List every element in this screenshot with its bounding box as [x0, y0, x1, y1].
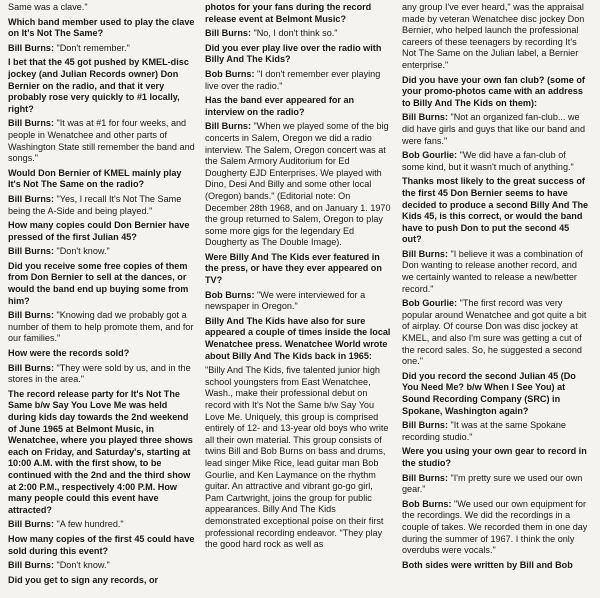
- speaker-name: Bill Burns:: [402, 420, 448, 431]
- interview-answer: [8, 43, 195, 55]
- speaker-name: Bill Burns:: [402, 472, 448, 483]
- answer-text: "Knowing dad we probably got a number of them to help promote them, and for our families.": [8, 310, 194, 344]
- interview-answer: [402, 150, 589, 173]
- interview-answer: [205, 365, 392, 551]
- speaker-name: Bob Gourlie:: [402, 298, 458, 309]
- answer-text: "We did have a fan-club of some kind, but it wasn't much of anything.": [402, 150, 574, 172]
- interview-answer: [8, 194, 195, 217]
- speaker-name: Bill Burns:: [8, 310, 54, 321]
- answer-text: "Don't know.": [56, 246, 110, 257]
- answer-text: "We used our own equipment for the recordings. We did the recordings in a couple of takes. We recorded them in one day during the summer of 1967. I think the only overdubs were vocals.": [402, 498, 588, 556]
- interview-answer: [402, 112, 589, 147]
- answer-text: "When we played some of the big concerts in Salem, Oregon we did a radio interview. The Salem, Oregon concert was at the Salem Armory Auditorium for Ed Dougherty EJD Enterprises. We played with Dino, Desi And Billy and some other local (Oregon) bands." (Editorial note: On December 28th 1968, and on January 1. 1970 the group returned to Salem, Oregon to play some more gigs for the legendary Ed Dougherty as The Double Image).: [205, 121, 391, 248]
- interview-question: Did you receive some free copies of them from Don Bernier to sell at the dances, or would the band end up buying some from him?: [8, 260, 189, 306]
- interview-answer: [402, 2, 589, 72]
- speaker-name: Bill Burns:: [402, 112, 448, 123]
- answer-text: any group I've ever heard," was the appraisal made by veteran Wenatchee disc jockey Don Bernier, who helped launch the professional careers of these teenagers by recording It's Not The Same on the Julian label, a Bernier enterprise.": [402, 2, 585, 70]
- speaker-name: Bob Burns:: [205, 289, 255, 300]
- speaker-name: Bill Burns:: [8, 193, 54, 204]
- answer-text: "The first record was very popular around Wenatchee and got quite a bit of airplay. Of course Don was disc jockey at KMEL, and also I'm sure was getting a cut of the record sales. So, he suggested a second one.": [402, 298, 587, 367]
- interview-question: Did you record the second Julian 45 (Do You Need Me? b/w When I See You) at Sound Recording Company (SRC) in Spokane, Washington again?: [402, 370, 576, 416]
- text-column-2: [205, 2, 392, 598]
- interview-question: Both sides were written by Bill and Bob: [402, 559, 573, 570]
- answer-text: "We were interviewed for a newspaper in Oregon.": [205, 289, 366, 312]
- answer-text: "Yes, I recall It's Not The Same being the A-Side and being played.": [8, 193, 182, 216]
- answer-text: "It was at #1 for four weeks, and people in Wenatchee and other parts of Washington State still remember the band and songs.": [8, 118, 195, 164]
- interview-answer: [402, 298, 589, 368]
- speaker-name: Bill Burns:: [8, 560, 54, 571]
- speaker-name: Bill Burns:: [402, 248, 448, 259]
- answer-text: "No, I don't think so.": [253, 28, 338, 39]
- answer-text: "It was at the same Spokane recording studio.": [402, 420, 566, 442]
- speaker-name: Bill Burns:: [8, 118, 54, 129]
- interview-answer: [402, 499, 589, 557]
- interview-question: Did you ever play live over the radio with Billy And The Kids?: [205, 42, 382, 65]
- answer-text: "I'm pretty sure we used our own gear.": [402, 472, 583, 495]
- answer-text: "A few hundred.": [56, 519, 124, 530]
- interview-answer: [205, 290, 392, 313]
- speaker-name: Bill Burns:: [8, 246, 54, 257]
- speaker-name: Bill Burns:: [205, 28, 251, 39]
- text-column-3: [402, 2, 589, 598]
- interview-question: Were Billy And The Kids ever featured in the press, or have they ever appeared on TV?: [205, 251, 382, 286]
- interview-answer: [8, 118, 195, 164]
- interview-answer: [8, 310, 195, 345]
- interview-answer: [205, 121, 392, 249]
- speaker-name: Bill Burns:: [205, 121, 251, 132]
- interview-answer: [8, 246, 195, 258]
- interview-answer: [402, 473, 589, 496]
- interview-question: Did you get to sign any records, or: [8, 574, 159, 585]
- interview-question: The record release party for It's Not The Same b/w Say You Love Me was held during kids day towards the 2nd weekend of June 1965 at Belmont Music, in Wenatchee, where you played three shows each on Friday, and Saturday's, starting at 10:00 A.M. with the first show, to be continued with the 2nd and the third show at 2:00 P.M., respectively 4:00 P.M. How many people could this event have attracted?: [8, 388, 193, 515]
- answer-text: "I don't remember ever playing live over the radio.": [205, 68, 381, 91]
- interview-answer: [402, 249, 589, 295]
- answer-text: "Don't remember.": [56, 42, 130, 53]
- interview-question: Were you using your own gear to record in the studio?: [402, 446, 587, 468]
- interview-question: Has the band ever appeared for an interview on the radio?: [205, 95, 355, 117]
- interview-answer: [8, 363, 195, 386]
- interview-question: I bet that the 45 got pushed by KMEL-disc jockey (and Julian Records owner) Don Bernier on the radio, and that it very probably rose very quickly to #1 locally, right?: [8, 57, 189, 114]
- answer-text: Same was a clave.": [8, 2, 88, 12]
- answer-text: "Not an organized fan-club... we did have girls and guys that like our band and were fans.": [402, 112, 586, 146]
- interview-answer: [8, 2, 195, 14]
- interview-question: photos for your fans during the record release event at Belmont Music?: [205, 2, 372, 24]
- interview-question: Billy And The Kids have also for sure appeared a couple of times inside the local Wenatchee press. Wenatchee World wrote about Billy And The Kids back in 1965:: [205, 315, 391, 361]
- interview-question: Did you have your own fan club? (some of your promo-photos came with an address to Billy And The Kids on them):: [402, 74, 585, 108]
- answer-text: "They were sold by us, and in the stores in the area.": [8, 362, 191, 385]
- speaker-name: Bob Gourlie:: [402, 150, 458, 161]
- text-column-1: [8, 2, 195, 598]
- speaker-name: Bob Burns:: [402, 498, 452, 509]
- interview-question: How were the records sold?: [8, 348, 130, 359]
- speaker-name: Bill Burns:: [8, 42, 54, 53]
- answer-text: "Don't know.": [56, 560, 110, 571]
- interview-question: Thanks most likely to the great success of the first 45 Don Bernier seems to have decided to produce a second Billy And The Kids 45, is this correct, or would the band have to push Don to put the second 45 out?: [402, 176, 589, 245]
- interview-question: How many copies could Don Bernier have pressed of the first Julian 45?: [8, 220, 190, 242]
- answer-text: "Billy And The Kids, five talented junior high school youngsters from East Wenatchee, Wash., make their professional debut on record with It's Not the Same b/w Say You Love Me. Uniquely, this group is comprised entirely of 12- and 13-year old boys who write all their own material. This group consists of twins Bill and Bob Burns on bass and drums, lead singer Mike Rice, lead guitar man Bob Gourlie, and Ken Laymance on the rhythm guitar. An attractive and vibrant go-go girl, Pam Cartwright, joins the group for public appearances. Billy And The Kids demonstrated exceptional poise on their first professional recording endeavor. "They play the good hard rock as well as: [205, 365, 389, 550]
- interview-answer: [205, 28, 392, 40]
- interview-answer: [8, 560, 195, 572]
- interview-answer: [205, 69, 392, 92]
- interview-answer: [8, 519, 195, 531]
- speaker-name: Bill Burns:: [8, 519, 54, 530]
- interview-question: How many copies of the first 45 could have sold during this event?: [8, 533, 195, 556]
- interview-question: Would Don Bernier of KMEL mainly play It's Not The Same on the radio?: [8, 167, 182, 190]
- speaker-name: Bob Burns:: [205, 68, 255, 79]
- answer-text: "I believe it was a combination of Don wanting to release another record, and we certainly wanted to release a new/better record.": [402, 248, 583, 294]
- interview-answer: [402, 420, 589, 443]
- speaker-name: Bill Burns:: [8, 362, 54, 373]
- interview-question: Which band member used to play the clave on It's Not The Same?: [8, 16, 195, 39]
